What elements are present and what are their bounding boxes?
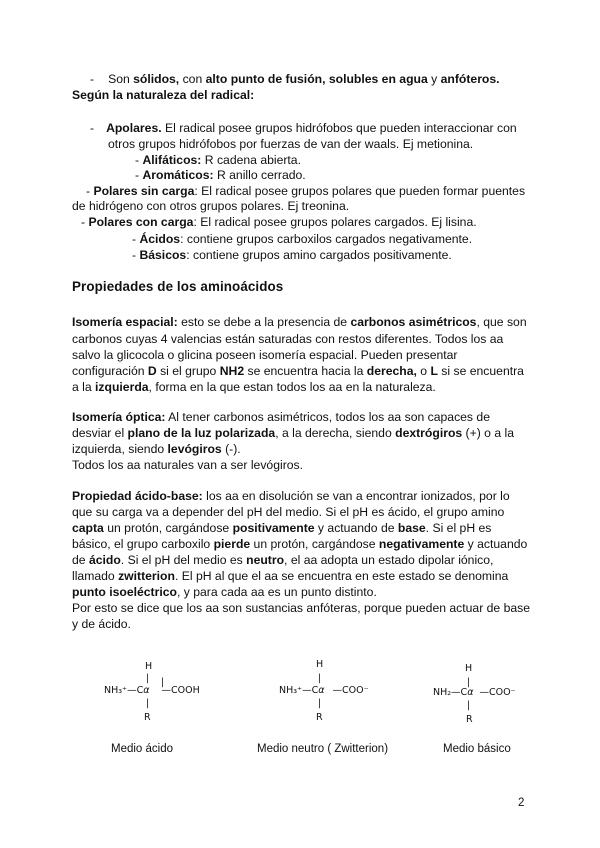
isomeria-optica-line-2: desviar el plano de la luz polarizada, a la derecha, siendo dextrógiros (+) o a la <box>72 426 514 440</box>
section-title: Propiedades de los aminoácidos <box>72 279 284 294</box>
neutral-h-atom: H <box>316 659 324 670</box>
polares-sin-carga-line-2: de hidrógeno con otros grupos polares. Ej treonina. <box>72 199 350 213</box>
acid-caption: Medio ácido <box>111 743 174 755</box>
neutral-bond-up: | <box>318 673 322 684</box>
acido-base-line-5: de ácido. Si el pH del medio es neutro, el aa adopta un estado dipolar iónico, <box>72 553 494 567</box>
basic-bond-up: | <box>467 677 471 688</box>
neutral-caption: Medio neutro ( Zwitterion) <box>257 743 389 755</box>
apolares-line-1: - Apolares. El radical posee grupos hidrófobos que pueden interaccionar con <box>90 121 517 135</box>
radical-heading: Según la naturaleza del radical: <box>72 88 255 102</box>
page-number: 2 <box>518 797 525 809</box>
neutral-formula: NH₃⁺—Cα —COO⁻ <box>279 685 369 696</box>
isomeria-espacial-line-1: Isomería espacial: esto se debe a la presencia de carbonos asimétricos, que son <box>72 315 527 329</box>
acido-base-line-9: y de ácido. <box>72 617 131 631</box>
acido-base-line-7: punto isoeléctrico, y para cada aa es un punto distinto. <box>72 585 377 599</box>
acid-bond-down: | <box>146 698 150 709</box>
basic-formula: NH₂—Cα —COO⁻ <box>433 687 516 698</box>
acid-bond-up: | <box>146 673 150 684</box>
isomeria-optica-line-3: izquierda, siendo levógiros (-). <box>72 442 241 456</box>
isomeria-espacial-line-3: salvo la glicocola o glicina poseen isomería espacial. Pueden presentar <box>72 348 458 362</box>
aromaticos-line: - Aromáticos: R anillo cerrado. <box>135 168 306 182</box>
acid-bond-mark: | <box>161 677 165 688</box>
acido-base-line-3: capta un protón, cargándose positivamente y actuando de base. Si el pH es <box>72 521 492 535</box>
isomeria-espacial-line-2: carbonos cuyas 4 valencias están saturadas con restos diferentes. Todos los aa <box>72 332 504 346</box>
basic-h-atom: H <box>465 663 473 674</box>
bullet-solidos: - Son sólidos, con alto punto de fusión, solubles en agua y anfóteros. <box>90 72 500 86</box>
polares-con-carga-line-1: - Polares con carga: El radical posee grupos polares cargados. Ej lisina. <box>81 215 477 229</box>
polares-sin-carga-line-1: - Polares sin carga: El radical posee grupos polares que pueden formar puentes <box>86 184 526 198</box>
neutral-bond-down: | <box>318 698 322 709</box>
isomeria-optica-line-1: Isomería óptica: Al tener carbonos asimétricos, todos los aa son capaces de <box>72 410 490 424</box>
basic-bond-down: | <box>467 700 471 711</box>
acid-formula: NH₃⁺—Cα —COOH <box>104 685 200 696</box>
acido-base-line-4: básico, el grupo carboxilo pierde un protón, cargándose negativamente y actuando <box>72 537 528 551</box>
acido-base-line-1: Propiedad ácido-base: los aa en disolución se van a encontrar ionizados, por lo <box>72 489 510 503</box>
acid-r-group: R <box>144 712 151 723</box>
acido-base-line-8: Por esto se dice que los aa son sustancias anfóteras, porque pueden actuar de base <box>72 601 531 615</box>
acidos-line: - Ácidos: contiene grupos carboxilos cargados negativamente. <box>132 232 473 246</box>
basic-caption: Medio básico <box>443 743 511 755</box>
acido-base-line-2: que su carga va a depender del pH del medio. Si el pH es ácido, el grupo amino <box>72 505 505 519</box>
neutral-r-group: R <box>316 712 323 723</box>
isomeria-espacial-line-4: configuración D si el grupo NH2 se encuentra hacia la derecha, o L si se encuentra <box>72 364 524 378</box>
apolares-line-2: otros grupos hidrófobos por fuerzas de van der waals. Ej metionina. <box>108 137 474 151</box>
alifaticos-line: - Alifáticos: R cadena abierta. <box>135 153 301 167</box>
acido-base-line-6: llamado zwitterion. El pH al que el aa se encuentra en este estado se denomina <box>72 569 509 583</box>
basic-r-group: R <box>466 714 473 725</box>
isomeria-espacial-line-5: a la izquierda, forma en la que estan todos los aa en la naturaleza. <box>72 380 436 394</box>
acid-h-atom: H <box>145 661 153 672</box>
basicos-line: - Básicos: contiene grupos amino cargados positivamente. <box>132 248 452 262</box>
bullet-dash: - <box>90 72 95 86</box>
isomeria-optica-line-4: Todos los aa naturales van a ser levógiros. <box>72 458 304 472</box>
